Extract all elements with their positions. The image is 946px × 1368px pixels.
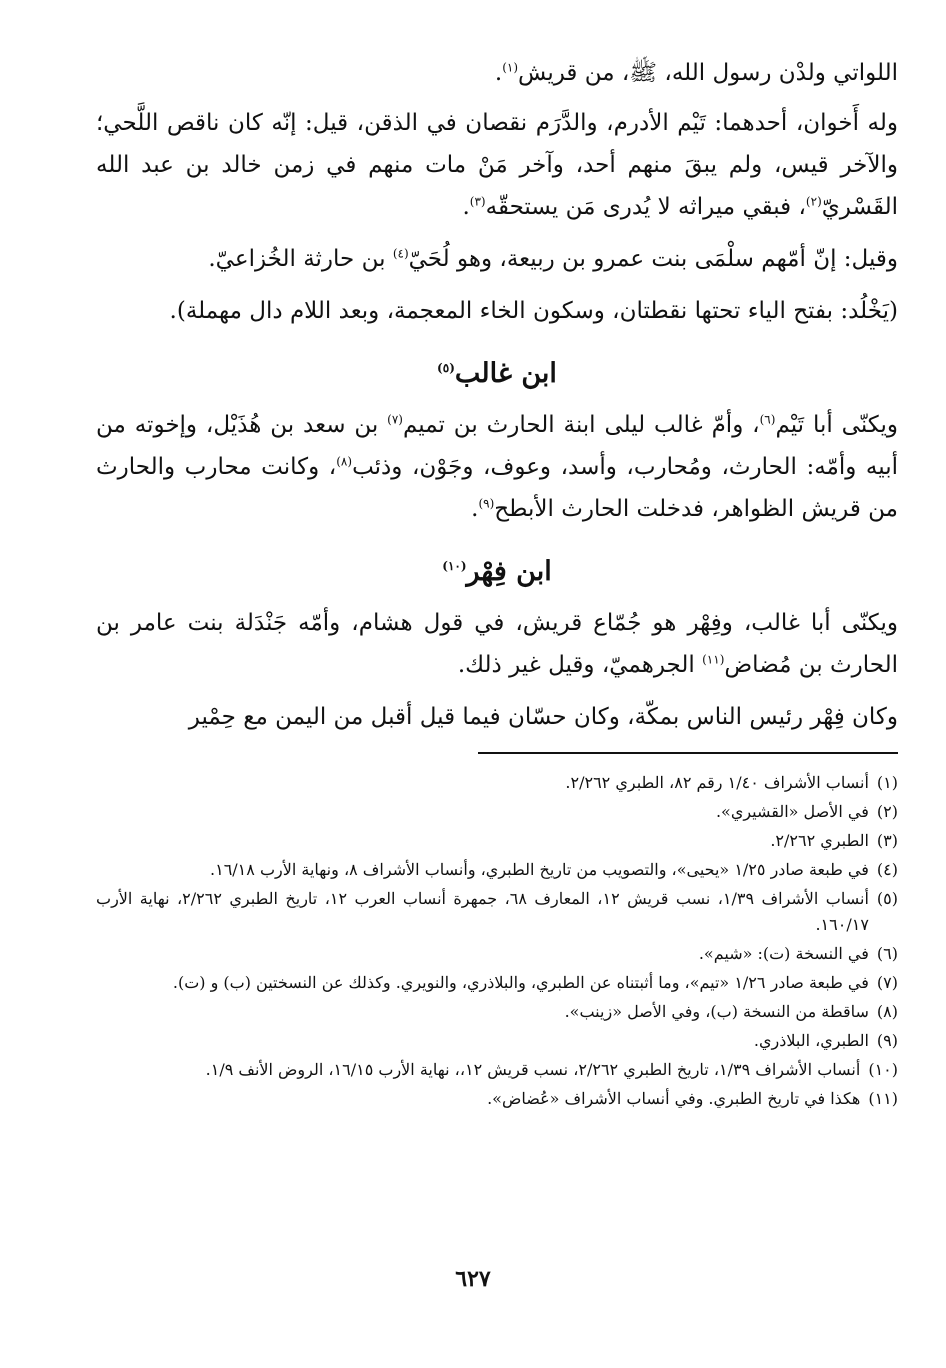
footnote-number: (٩) [876,1031,898,1050]
footnote-text: في الأصل «القشيري». [715,802,869,821]
paragraph-2 [96,102,898,228]
paragraph-6 [96,602,898,686]
section-heading-ibn-ghalib [96,354,898,394]
footnote-text: الطبري، البلاذري. [753,1031,869,1050]
footnote-text: في طبعة صادر ١/٢٦ «تيم»، وما أثبتناه عن الطبري، والبلاذري، والنويري. وكذلك عن النسختين (ب) و (ت). [172,973,869,992]
footnote-number: (٥) [876,889,898,908]
footnote-number: (١) [876,773,898,792]
footnote-ref[interactable]: (٨) [336,454,353,469]
section-heading-ibn-fihr [96,552,898,592]
footnote-ref[interactable]: (٣) [469,194,486,209]
footnote [96,1028,898,1054]
footnote-ref[interactable]: (١) [502,60,519,75]
footnote-text: في طبعة صادر ١/٢٥ «يحيى»، والتصويب من تاريخ الطبري، وأنساب الأشراف ٨، ونهاية الأرب ١٦/١٨. [210,860,869,879]
footnote-number: (٧) [876,973,898,992]
footnote-ref[interactable]: (١١) [702,652,725,667]
paragraph-text: ، وأمّ غالب ليلى ابنة الحارث بن تميم [402,412,760,438]
footnote [96,1086,898,1112]
paragraph-7 [96,696,898,738]
footnote-number: (٤) [876,860,898,879]
paragraph-text: ، وكانت محارب والحارث من قريش الظواهر، فدخلت الحارث الأبطح [96,454,898,522]
footnote-number: (٢) [876,802,898,821]
footnote-ref[interactable]: (٥) [437,361,455,375]
main-text [96,52,898,738]
footnote-number: (٦) [876,944,898,963]
heading-text: ابن فِهْر [466,556,552,587]
footnote [96,1057,898,1083]
paragraph-text: . [462,194,470,220]
paragraph-text: وقيل: إنّ أمّهم سلْمَى بنت عمرو بن ربيعة، وهو لُحَيّ [408,246,898,272]
footnote-text: أنساب الأشراف ١/٤٠ رقم ٨٢، الطبري ٢/٢٦٢. [565,773,869,792]
paragraph-text: اللواتي ولدْن رسول الله، ﷺ، من قريش [518,60,898,86]
paragraph-text: . [494,60,503,86]
footnote-text: أنساب الأشراف ١/٣٩، تاريخ الطبري ٢/٢٦٢، نسب قريش ١٢،، نهاية الأرب ١٦/١٥، الروض الأنف ١/٩. [205,1060,861,1079]
paragraph-text: ويكنّى أبا غالب، وفِهْر هو جُمّاع قريش، في قول هشام، وأمّه جَنْدَلة بنت عامر بن الحارث بن مُضاض [96,610,898,678]
paragraph-text: ، فبقي ميراثه لا يُدرى مَن يستحقّه [485,194,806,220]
footnotes [96,770,898,1112]
paragraph-text: وله أَخوان، أحدهما: تَيْم الأدرم، والدَّرَم نقصان في الذقن، قيل: إنّه كان ناقص اللَّحي؛ والآخر قيس، ولم يبقَ منهم أحد، وآخر مَنْ مات منهم في زمن خالد بن عبد الله القَسْريّ [96,110,898,220]
page-number: ٦٢٧ [455,1266,491,1292]
footnote-ref[interactable]: (٩) [478,496,495,511]
paragraph-5 [96,404,898,530]
footnote-number: (١١) [868,1089,898,1108]
footnote-text: أنساب الأشراف ١/٣٩، نسب قريش ١٢، المعارف ٦٨، جمهرة أنساب العرب ١٢، تاريخ الطبري ٢/٢٦٢، نهاية الأرب ١٦٠/١٧. [96,889,869,934]
footnote-ref[interactable]: (٢) [805,194,822,209]
footnote-number: (٣) [876,831,898,850]
footnote-text: هكذا في تاريخ الطبري. وفي أنساب الأشراف «عُضاض». [487,1089,861,1108]
footnote-ref[interactable]: (٤) [392,246,409,261]
footnote-ref[interactable]: (١٠) [442,559,467,573]
footnote-text: في النسخة (ت): «شيم». [698,944,869,963]
footnote-text: ساقطة من النسخة (ب)، وفي الأصل «زينب». [564,1002,869,1021]
footnote [96,770,898,796]
paragraph-text: ويكنّى أبا تَيْم [775,412,898,438]
footnote [96,828,898,854]
paragraph-text: وكان فِهْر رئيس الناس بمكّة، وكان حسّان فيما قيل أقبل من اليمن مع حِمْير [188,704,898,730]
footnote-divider [478,752,898,754]
footnote-number: (١٠) [868,1060,898,1079]
footnote-number: (٨) [876,1002,898,1021]
footnote [96,941,898,967]
paragraph-text: . [471,496,479,522]
footnote [96,970,898,996]
footnote [96,999,898,1025]
paragraph-text: بن حارثة الخُزاعيّ. [208,246,393,272]
footnote-ref[interactable]: (٧) [387,412,403,427]
paragraph-3 [96,238,898,280]
paragraph-text: بن سعد بن هُذَيْل، وإخوته من أبيه وأمّه: الحارث، ومُحارب، وأسد، وعوف، وجَوْن، وذئب [96,412,898,480]
footnote [96,857,898,883]
paragraph-text: (يَخْلُد: بفتح الياء تحتها نقطتان، وسكون الخاء المعجمة، وبعد اللام دال مهملة). [169,298,898,324]
footnote [96,886,898,938]
paragraph-1 [96,52,898,94]
footnote [96,799,898,825]
heading-text: ابن غالب [454,358,557,389]
footnote-text: الطبري ٢/٢٦٢. [770,831,869,850]
paragraph-4 [96,290,898,332]
footnote-ref[interactable]: (٦) [759,412,776,427]
paragraph-text: الجرهميّ، وقيل غير ذلك. [457,652,703,678]
